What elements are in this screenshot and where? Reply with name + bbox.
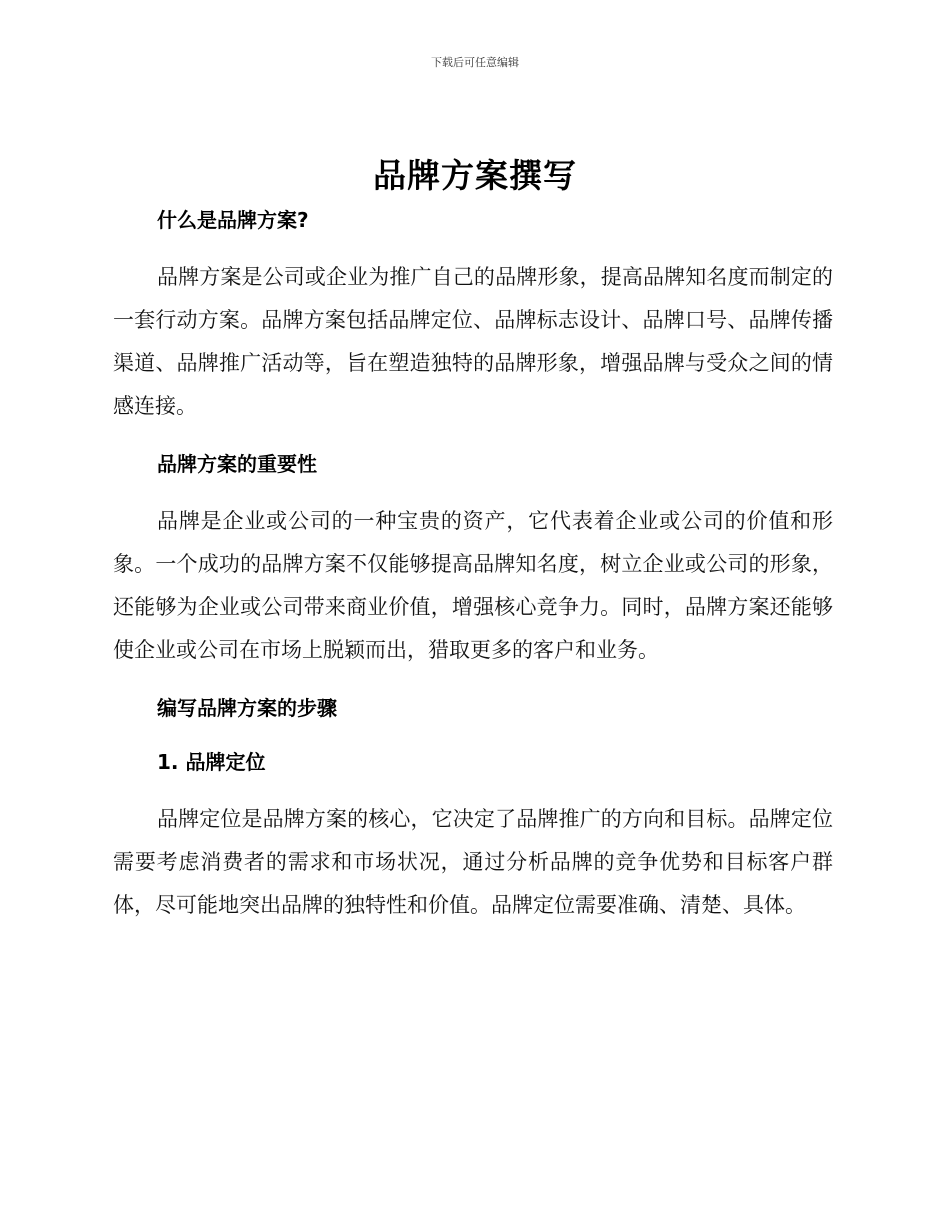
document-body	[113, 202, 833, 927]
header-note: 下载后可任意编辑	[431, 56, 519, 69]
section-heading-what-is: 什么是品牌方案?	[157, 208, 309, 232]
document-title: 品牌方案撰写	[373, 156, 577, 195]
section-heading-positioning: 1. 品牌定位	[157, 750, 266, 774]
section-heading-steps: 编写品牌方案的步骤	[157, 696, 337, 720]
section-paragraph-importance: 品牌是企业或公司的一种宝贵的资产，它代表着企业或公司的价值和形象。一个成功的品牌方案不仅能够提高品牌知名度，树立企业或公司的形象，还能够为企业或公司带来商业价值，增强核心竞争力。同时，品牌方案还能够使企业或公司在市场上脱颖而出，猎取更多的客户和业务。	[113, 509, 833, 662]
section-paragraph-positioning: 品牌定位是品牌方案的核心，它决定了品牌推广的方向和目标。品牌定位需要考虑消费者的需求和市场状况，通过分析品牌的竞争优势和目标客户群体，尽可能地突出品牌的独特性和价值。品牌定位需要准确、清楚、具体。	[113, 807, 833, 917]
section-paragraph-what-is: 品牌方案是公司或企业为推广自己的品牌形象，提高品牌知名度而制定的一套行动方案。品牌方案包括品牌定位、品牌标志设计、品牌口号、品牌传播渠道、品牌推广活动等，旨在塑造独特的品牌形象，增强品牌与受众之间的情感连接。	[113, 265, 833, 418]
section-heading-importance: 品牌方案的重要性	[157, 452, 317, 476]
